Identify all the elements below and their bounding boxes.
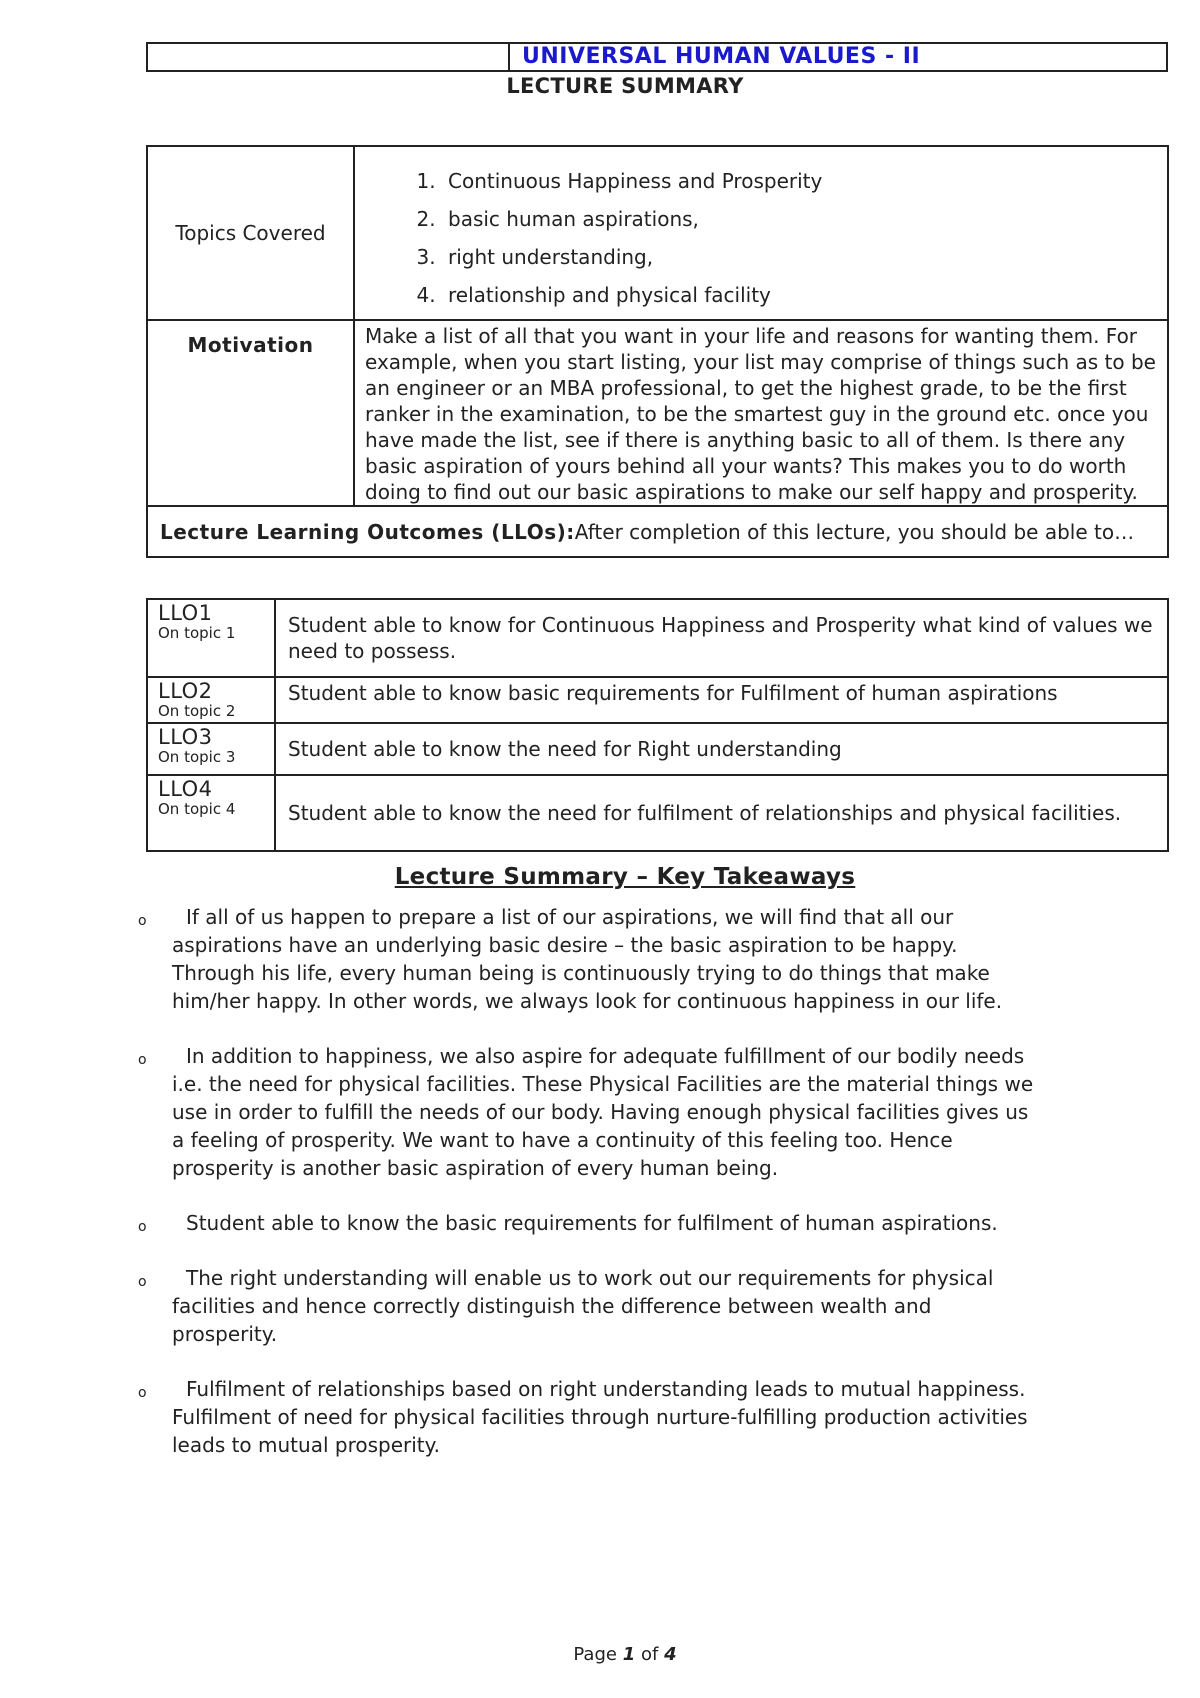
llo-header — [147, 506, 1168, 557]
takeaway-text: Student able to know the basic requirements for fulfilment of human aspirations. — [186, 1211, 998, 1235]
topic-item: 4. relationship and physical facility — [442, 276, 1166, 314]
topic-item: 2. basic human aspirations, — [442, 200, 1166, 238]
takeaway-item — [138, 1375, 1038, 1459]
topics-row — [147, 146, 1168, 320]
takeaway-text: The right understanding will enable us to work out our requirements for physical facilities and hence correctly distinguish the difference between wealth and prosperity. — [172, 1266, 994, 1346]
llo-row — [147, 723, 1168, 775]
summary-title: Lecture Summary – Key Takeaways — [394, 864, 856, 890]
takeaways-list — [138, 903, 1038, 1486]
takeaway-item — [138, 1042, 1038, 1182]
takeaway-item — [138, 1264, 1038, 1348]
llo-text: Student able to know the need for fulfilment of relationships and physical facilities. — [275, 775, 1168, 851]
llo-id-cell — [147, 723, 275, 775]
bullet-marker: o — [138, 913, 147, 929]
topic-item: 3. right understanding, — [442, 238, 1166, 276]
takeaway-item — [138, 903, 1038, 1015]
llo-text: Student able to know the need for Right understanding — [275, 723, 1168, 775]
motivation-text: Make a list of all that you want in your life and reasons for wanting them. For example, when you start listing, your list may comprise of things such as to be an engineer or an MBA professional, to get the highest grade, to be the first ranker in the examination, to be the smartest guy in the ground etc. once you have made the list, see if there is anything basic to all of them. Is there any basic aspiration of yours behind all your wants? This makes you to do worth doing to find out our basic aspirations to make our self happy and prosperity. — [354, 320, 1168, 506]
takeaway-text: Fulfilment of relationships based on right understanding leads to mutual happiness. Fulfilment of need for physical facilities through nurture-fulfilling production activities leads to mutual prosperity. — [172, 1377, 1028, 1457]
llo-code: LLO1 — [158, 601, 213, 625]
bullet-marker: o — [138, 1052, 147, 1068]
llo-header-row — [147, 506, 1168, 557]
llo-code: LLO3 — [158, 725, 213, 749]
lecture-info-table — [146, 145, 1169, 558]
takeaway-text: In addition to happiness, we also aspire for adequate fulfillment of our bodily needs i.e. the need for physical facilities. These Physical Facilities are the material things we use in order to fulfill the needs of our body. Having enough physical facilities gives us a feeling of prosperity. We want to have a continuity of this feeling too. Hence prosperity is another basic aspiration of every human being. — [172, 1044, 1034, 1180]
llo-topic: On topic 2 — [158, 702, 236, 720]
page-subtitle: LECTURE SUMMARY — [506, 74, 744, 98]
llo-header-text: After completion of this lecture, you should be able to… — [574, 520, 1135, 544]
page-label: Page — [573, 1644, 617, 1665]
llo-id-cell — [147, 775, 275, 851]
topics-cell — [354, 146, 1168, 320]
course-title: UNIVERSAL HUMAN VALUES - II — [522, 44, 921, 69]
llo-table — [146, 598, 1169, 852]
llo-topic: On topic 4 — [158, 800, 236, 818]
page-total: 4 — [664, 1644, 677, 1665]
header-blank-cell — [148, 44, 510, 70]
llo-topic: On topic 3 — [158, 748, 236, 766]
motivation-row — [147, 320, 1168, 506]
llo-topic: On topic 1 — [158, 624, 236, 642]
page-footer — [0, 1644, 1200, 1665]
page-number: 1 — [622, 1644, 636, 1665]
bullet-marker: o — [138, 1219, 147, 1235]
bullet-marker: o — [138, 1274, 147, 1290]
llo-id-cell — [147, 599, 275, 677]
topics-list — [356, 148, 1166, 318]
bullet-marker: o — [138, 1385, 147, 1401]
topics-label: Topics Covered — [147, 146, 354, 320]
llo-row — [147, 775, 1168, 851]
takeaway-item — [138, 1209, 1038, 1237]
llo-row — [147, 599, 1168, 677]
llo-id-cell — [147, 677, 275, 723]
llo-text: Student able to know for Continuous Happiness and Prosperity what kind of values we need to possess. — [275, 599, 1168, 677]
takeaway-text: If all of us happen to prepare a list of our aspirations, we will find that all our aspirations have an underlying basic desire – the basic aspiration to be happy. Through his life, every human being is continuously trying to do things that make him/her happy. In other words, we always look for continuous happiness in our life. — [172, 905, 1003, 1013]
llo-text: Student able to know basic requirements for Fulfilment of human aspirations — [275, 677, 1168, 723]
motivation-label: Motivation — [147, 320, 354, 506]
llo-row — [147, 677, 1168, 723]
llo-header-bold: Lecture Learning Outcomes (LLOs): — [160, 520, 575, 544]
llo-code: LLO4 — [158, 777, 213, 801]
topic-item: 1. Continuous Happiness and Prosperity — [442, 162, 1166, 200]
header-box — [146, 42, 1168, 72]
of-label: of — [640, 1644, 659, 1665]
llo-code: LLO2 — [158, 679, 213, 703]
